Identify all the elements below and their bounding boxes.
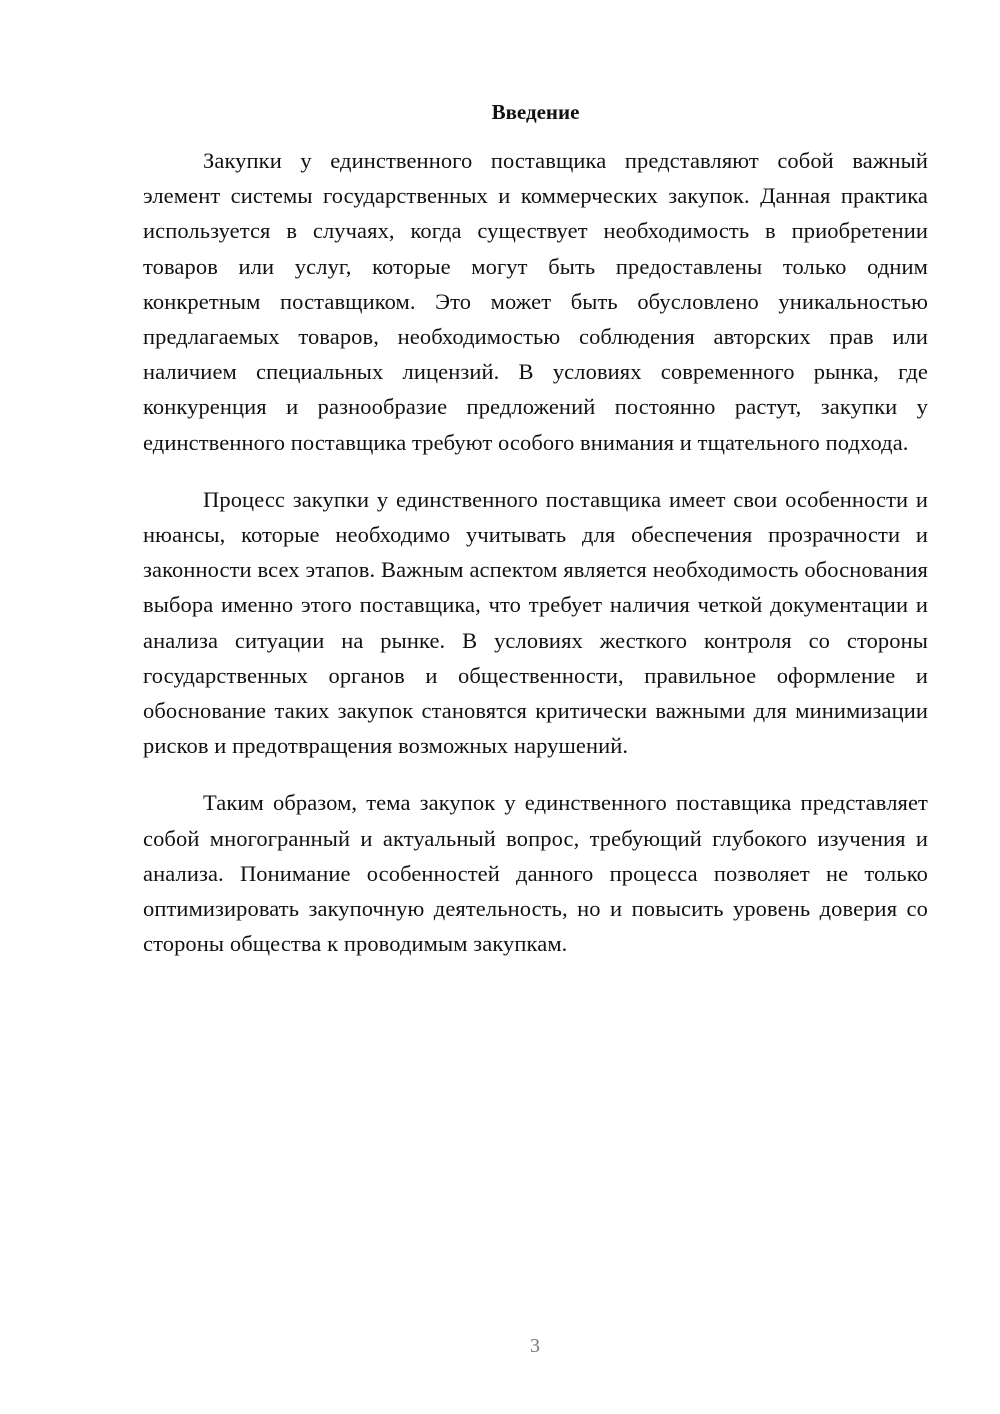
paragraph-2: Процесс закупки у единственного поставщика имеет свои особенности и нюансы, которые необходимо учитывать для обеспечения прозрачности и законности всех этапов. Важным аспектом является необходимость обоснования выбора именно этого поставщика, что требует наличия четкой документации и анализа ситуации на рынке. В условиях жесткого контроля со стороны государственных органов и общественности, правильное оформление и обоснование таких закупок становятся критически важными для минимизации рисков и предотвращения возможных нарушений.: [143, 486, 928, 759]
page-heading: Введение: [491, 100, 580, 124]
body-text: [143, 143, 928, 983]
paragraph-3: Таким образом, тема закупок у единственного поставщика представляет собой многогранный и актуальный вопрос, требующий глубокого изучения и анализа. Понимание особенностей данного процесса позволяет не только оптимизировать закупочную деятельность, но и повысить уровень доверия со стороны общества к проводимым закупкам.: [143, 790, 928, 957]
paragraph-1: Закупки у единственного поставщика представляют собой важный элемент системы государственных и коммерческих закупок. Данная практика используется в случаях, когда существует необходимость в приобретении товаров или услуг, которые могут быть предоставлены только одним конкретным поставщиком. Это может быть обусловлено уникальностью предлагаемых товаров, необходимостью соблюдения авторских прав или наличием специальных лицензий. В условиях современного рынка, где конкуренция и разнообразие предложений постоянно растут, закупки у единственного поставщика требуют особого внимания и тщательного подхода.: [143, 148, 928, 455]
page-number: 3: [530, 1335, 540, 1357]
